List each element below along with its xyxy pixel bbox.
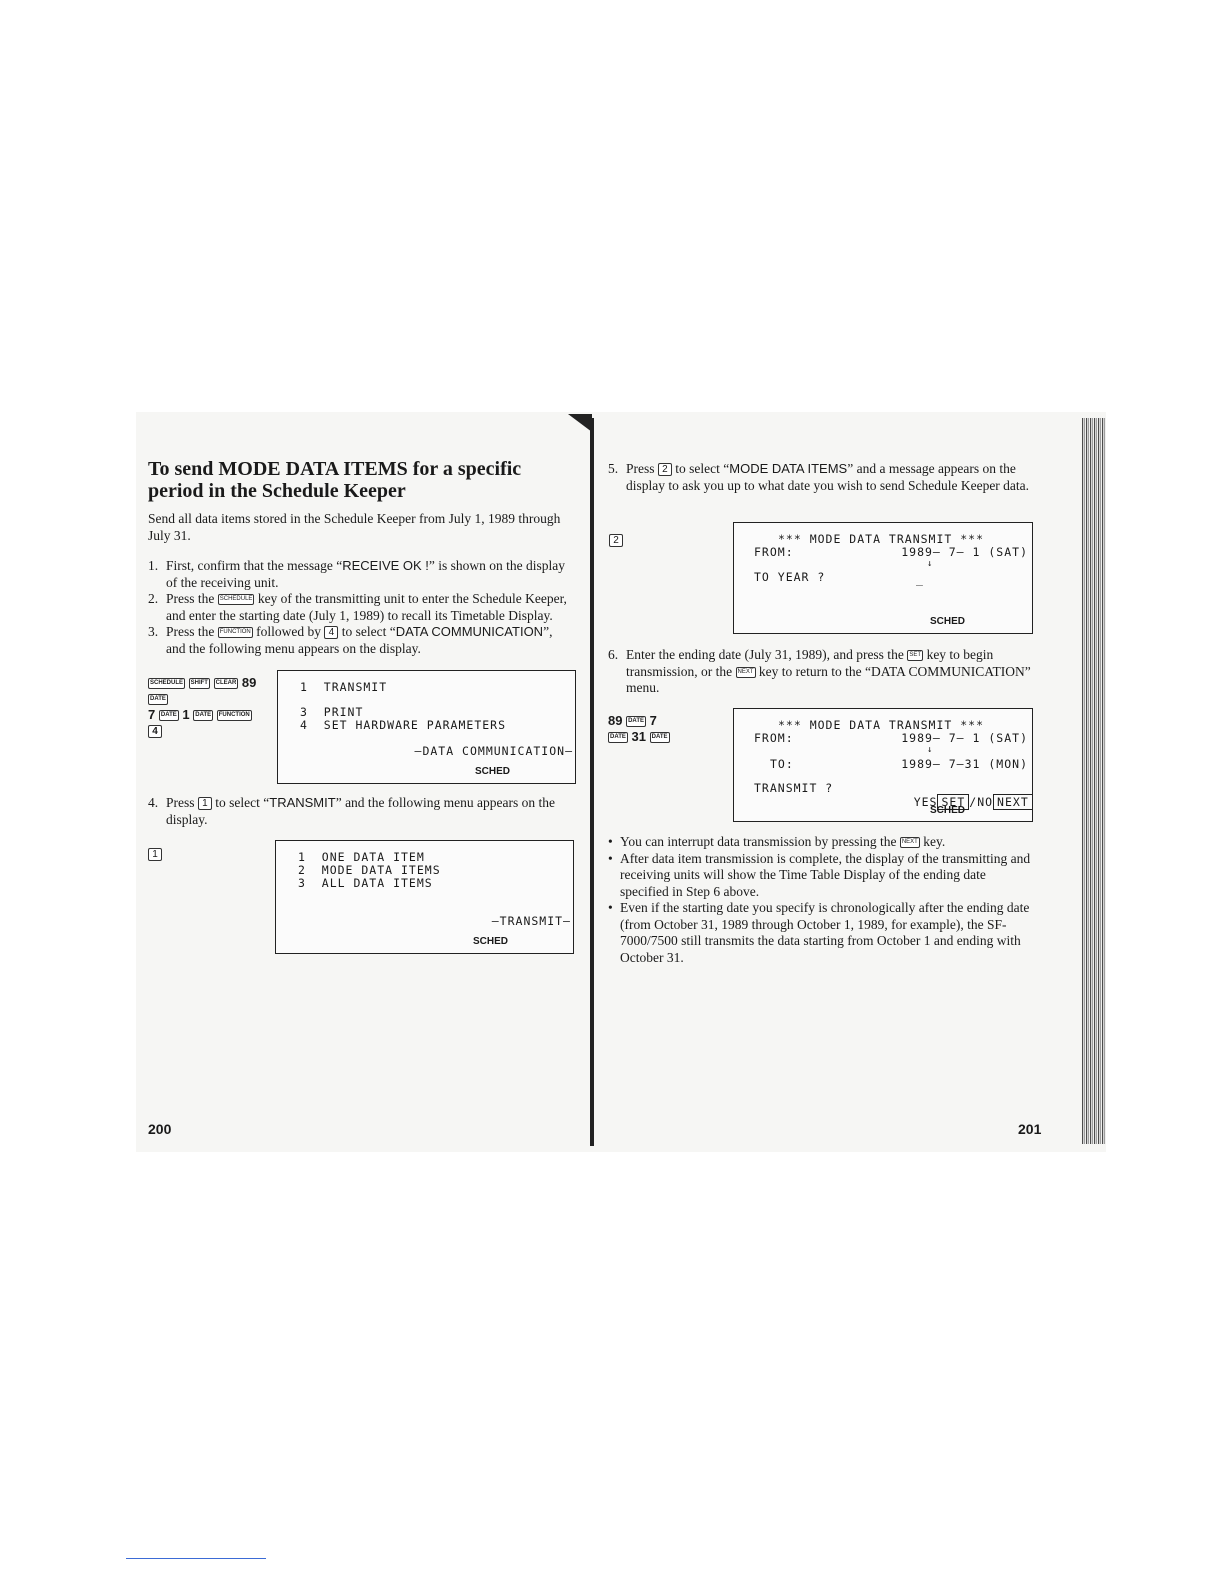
next-key-icon: NEXT: [736, 667, 756, 678]
number-key-icon: 2: [609, 534, 623, 547]
step-3: 3. Press the FUNCTION followed by 4 to select “DATA COMMUNICATION”, and the following menu appears on the display.: [148, 624, 553, 656]
blue-underline-artifact: [126, 1558, 266, 1559]
page-number-right: 201: [1018, 1121, 1042, 1137]
key-sequence-2: [148, 845, 162, 863]
lcd-display-transmit-confirm: *** MODE DATA TRANSMIT *** FROM: 1989— 7— 1 (SAT) ↓ TO: 1989— 7—31 (MON) TRANSMIT ? YES SET /NO NEXT SCHED: [733, 708, 1033, 822]
date-key-icon: DATE: [650, 732, 670, 743]
page-edge-stack: [1082, 418, 1106, 1144]
date-key-icon: DATE: [193, 710, 213, 721]
step-5: 5. Press 2 to select “MODE DATA ITEMS” and a message appears on the display to ask you up to what date you wish to send Schedule Keeper data.: [608, 461, 1030, 493]
step-2: 2. Press the SCHEDULE key of the transmitting unit to enter the Schedule Keeper, and enter the starting date (July 1, 1989) to recall its Timetable Display.: [148, 591, 567, 623]
set-key-icon: SET: [907, 650, 923, 661]
date-key-icon: DATE: [626, 716, 646, 727]
mode-indicator: SCHED: [930, 616, 966, 627]
next-option: NEXT: [993, 794, 1033, 810]
page-number-left: 200: [148, 1121, 172, 1137]
function-key-icon: FUNCTION: [218, 627, 253, 638]
number-key-icon: 4: [148, 725, 162, 738]
mode-indicator: SCHED: [930, 805, 966, 816]
number-key-icon: 1: [148, 848, 162, 861]
note-item: • After data item transmission is complete, the display of the transmitting and receiving units will show the Time Table Display of the ending date specified in Step 6 above.: [608, 850, 1031, 899]
date-key-icon: DATE: [148, 694, 168, 705]
book-spine-top: [568, 414, 592, 432]
step-6: 6. Enter the ending date (July 31, 1989), and press the SET key to begin transmission, or the NEXT key to return to the “DATA COMMUNICATION” menu.: [608, 647, 1031, 695]
key-sequence-1: SCHEDULE SHIFT CLEAR 89 DATE 7 DATE 1 DATE FUNCTION 4: [148, 675, 257, 738]
mode-indicator: SCHED: [473, 936, 509, 947]
step-4: 4. Press 1 to select “TRANSMIT” and the following menu appears on the display.: [148, 795, 556, 827]
key-sequence-4: 89 DATE 7 DATE 31 DATE: [608, 713, 668, 744]
note-item: • You can interrupt data transmission by pressing the NEXT key.: [608, 834, 946, 849]
number-key-icon: 4: [324, 626, 338, 639]
key-sequence-3: [609, 531, 623, 549]
lcd-display-data-communication: 1 TRANSMIT 3 PRINT 4 SET HARDWARE PARAMETERS —DATA COMMUNICATION— SCHED: [277, 670, 576, 784]
number-key-icon: 1: [198, 797, 212, 810]
input-cursor: _: [916, 572, 924, 586]
intro-paragraph: Send all data items stored in the Schedule Keeper from July 1, 1989 through July 31.: [148, 511, 561, 543]
schedule-key-icon: SCHEDULE: [218, 594, 255, 605]
date-key-icon: DATE: [608, 732, 628, 743]
function-key-icon: FUNCTION: [217, 710, 252, 721]
section-heading: To send MODE DATA ITEMS for a specific period in the Schedule Keeper: [148, 458, 522, 502]
lcd-display-transmit: 1 ONE DATA ITEM 2 MODE DATA ITEMS 3 ALL DATA ITEMS —TRANSMIT— SCHED: [275, 840, 574, 954]
shift-key-icon: SHIFT: [189, 678, 210, 689]
clear-key-icon: CLEAR: [214, 678, 239, 689]
next-key-icon: NEXT: [900, 837, 920, 848]
book-spine: [590, 418, 594, 1146]
date-key-icon: DATE: [159, 710, 179, 721]
mode-indicator: SCHED: [475, 766, 511, 777]
lcd-display-to-year: *** MODE DATA TRANSMIT *** FROM: 1989— 7— 1 (SAT) ↓ TO YEAR ? _ SCHED: [733, 522, 1033, 634]
note-item: • Even if the starting date you specify is chronologically after the ending date (from October 31, 1989 through October 1, 1989, for example), the SF-7000/7500 still transmits the data starting from October 1 and ending with October 31.: [608, 900, 1030, 965]
notes-list: [608, 834, 1034, 966]
number-key-icon: 2: [658, 463, 672, 476]
step-1: 1. First, confirm that the message “RECEIVE OK !” is shown on the display of the receiving unit.: [148, 558, 566, 590]
set-option: SET: [937, 794, 969, 810]
step-list: [148, 558, 574, 657]
schedule-key-icon: SCHEDULE: [148, 678, 185, 689]
